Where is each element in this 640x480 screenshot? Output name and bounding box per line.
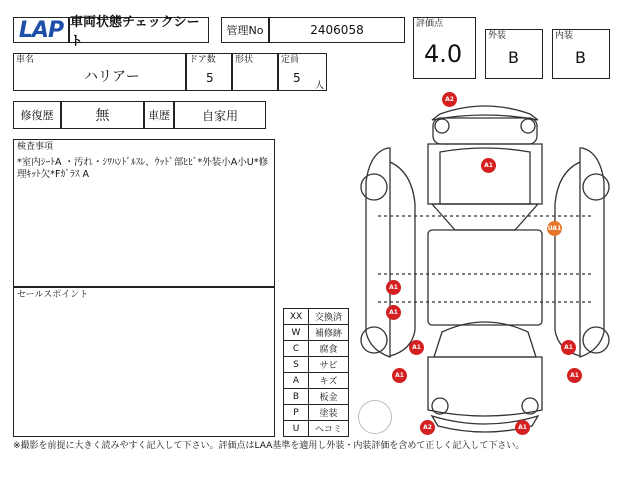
sales-point-box [13, 287, 275, 437]
wheel-right-front [583, 327, 609, 353]
interior-value: B [575, 48, 586, 67]
exterior-label: 外装 [488, 31, 507, 41]
mgmt-no-label-text: 管理No [226, 24, 264, 37]
legend-code: C [284, 341, 309, 357]
shape-label: 形状 [235, 55, 254, 65]
footer-note: ※撮影を前提に大きく読みやすく記入して下さい。評価点はLAA基準を適用し外装・内装評価を含めて正しく記入して下さい。 [13, 441, 525, 451]
repair-history-value [61, 101, 144, 129]
sheet-title-text: 車両状態チェックシート [70, 15, 200, 49]
legend-meaning: 板金 [309, 389, 349, 405]
damage-mark: A1 [567, 368, 582, 383]
damage-mark: A1 [386, 305, 401, 320]
legend-meaning: 交換済 [309, 309, 349, 325]
front-light-right [522, 398, 538, 414]
capacity-value: 5 [293, 71, 301, 85]
vehicle-type-value-text: 自家用 [201, 108, 238, 123]
legend-code: A [284, 373, 309, 389]
vehicle-type-label-text: 車歴 [148, 109, 170, 122]
car-diagram [360, 92, 610, 442]
legend-row [284, 421, 349, 437]
legend-row [284, 309, 349, 325]
damage-mark: A2 [420, 420, 435, 435]
vehicle-name-label: 車名 [16, 55, 35, 65]
damage-legend [283, 308, 349, 437]
score-value: 4.0 [424, 40, 463, 68]
vehicle-type-label [144, 101, 174, 129]
sheet-title [69, 15, 209, 49]
damage-mark: A1 [561, 340, 576, 355]
repair-history-label-text: 修復歴 [20, 109, 54, 122]
capacity-label: 定員 [281, 55, 300, 65]
rear-window-outline [433, 118, 537, 144]
front-windshield [434, 322, 536, 357]
legend-code: P [284, 405, 309, 421]
damage-mark: A2 [442, 92, 457, 107]
inspection-box [13, 139, 275, 287]
doors-value: 5 [206, 71, 214, 85]
legend-meaning: キズ [309, 373, 349, 389]
legend-meaning: 補修跡 [309, 325, 349, 341]
damage-mark: A1 [392, 368, 407, 383]
doors-cell [186, 53, 232, 91]
interior-box [552, 29, 610, 79]
damage-mark: A1 [409, 340, 424, 355]
damage-mark: A1 [481, 158, 496, 173]
wheel-right-rear [583, 174, 609, 200]
vehicle-name-value: ハリアー [84, 69, 140, 85]
interior-label: 内装 [555, 31, 574, 41]
doors-label: ドア数 [189, 55, 216, 65]
rear-light-left [435, 119, 449, 133]
legend-meaning: 塗装 [309, 405, 349, 421]
repair-history-label [13, 101, 61, 129]
repair-history-value-text: 無 [95, 108, 110, 124]
rear-windshield [432, 204, 538, 230]
legend-meaning: ヘコミ [309, 421, 349, 437]
inspection-label: 検査事項 [17, 142, 54, 152]
score-label: 評価点 [416, 19, 444, 29]
capacity-unit: 人 [315, 81, 325, 91]
legend-row [284, 357, 349, 373]
company-logo: LAP [18, 17, 64, 43]
shape-cell [232, 53, 278, 91]
inspection-text: *室内ｼｰﾄA ・汚れ・ｼﾜﾊﾝﾄﾞﾙｽﾚ、ｳｯﾄﾞ部ﾋﾋﾞ*外装小A小U*修理ｷｯﾄ欠*Fｶﾞﾗｽ A [17, 157, 268, 180]
front-light-left [432, 398, 448, 414]
trunk-line [440, 148, 530, 204]
legend-row [284, 325, 349, 341]
vehicle-name-cell [13, 53, 186, 91]
wheel-left-rear [361, 174, 387, 200]
roof-outline [428, 144, 542, 204]
legend-meaning: サビ [309, 357, 349, 373]
damage-mark: A1 [515, 420, 530, 435]
legend-row [284, 373, 349, 389]
left-side-panel [366, 148, 390, 357]
legend-row [284, 389, 349, 405]
legend-row [284, 405, 349, 421]
exterior-value: B [508, 48, 519, 67]
rear-light-right [521, 119, 535, 133]
legend-code: S [284, 357, 309, 373]
legend-code: B [284, 389, 309, 405]
cabin-outline [428, 230, 542, 325]
legend-code: W [284, 325, 309, 341]
right-side-panel [580, 148, 604, 357]
legend-code: XX [284, 309, 309, 325]
mgmt-no-label [221, 17, 269, 43]
right-body-lines [555, 162, 580, 356]
legend-code: U [284, 421, 309, 437]
wheel-left-front [361, 327, 387, 353]
exterior-box [485, 29, 543, 79]
legend-meaning: 腐食 [309, 341, 349, 357]
score-box [413, 17, 476, 79]
legend-row [284, 341, 349, 357]
capacity-cell [278, 53, 327, 91]
left-body-lines [390, 162, 415, 356]
damage-mark: A1 [386, 280, 401, 295]
mgmt-no-value-text: 2406058 [310, 23, 364, 37]
mgmt-no-value [269, 17, 405, 43]
sales-point-label: セールスポイント [17, 290, 89, 300]
damage-mark: UA1 [547, 221, 562, 236]
logo-box [13, 17, 69, 43]
vehicle-type-value [174, 101, 266, 129]
hood-outline [428, 357, 542, 416]
